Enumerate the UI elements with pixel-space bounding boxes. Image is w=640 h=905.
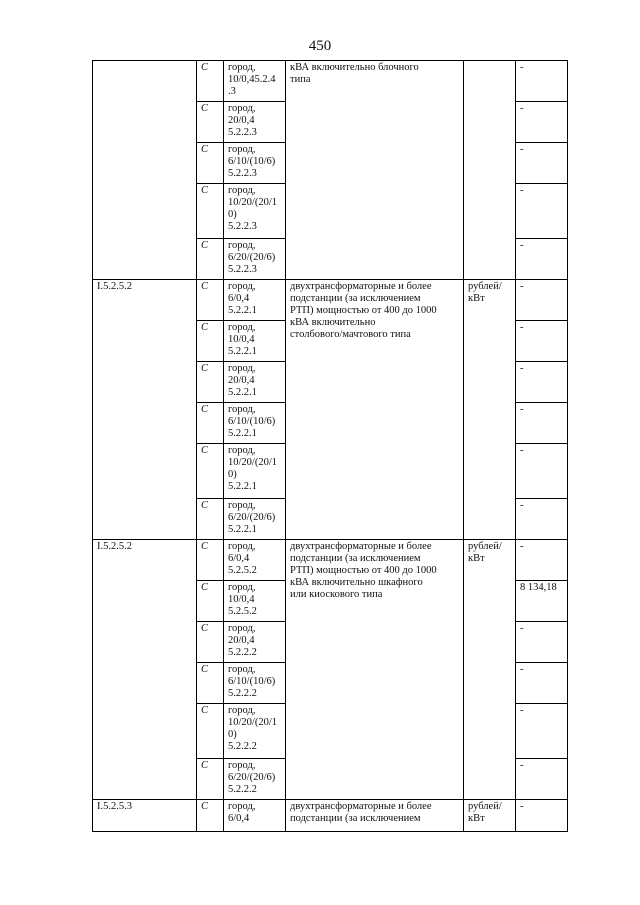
- region-voltage-cell: город, 20/0,4 5.2.2.1: [224, 362, 286, 403]
- region-voltage-cell: город, 10/0,4 5.2.5.2: [224, 581, 286, 622]
- rate-value-cell: -: [516, 403, 568, 444]
- description-cell: двухтрансформаторные и более подстанции (за исключением РТП) мощностью от 400 до 1000 кВА включительно столбового/мачтового типа: [286, 280, 464, 540]
- region-voltage-cell: город, 10/20/(20/1 0) 5.2.2.3: [224, 184, 286, 239]
- region-voltage-cell: город, 6/20/(20/6) 5.2.2.2: [224, 759, 286, 800]
- category-cell: C: [197, 581, 224, 622]
- category-cell: C: [197, 239, 224, 280]
- category-cell: C: [197, 280, 224, 321]
- tariff-table: [92, 60, 568, 832]
- unit-cell: рублей/ кВт: [464, 800, 516, 832]
- description-cell: двухтрансформаторные и более подстанции (за исключением: [286, 800, 464, 832]
- region-voltage-cell: город, 6/20/(20/6) 5.2.2.3: [224, 239, 286, 280]
- category-cell: C: [197, 321, 224, 362]
- category-cell: C: [197, 704, 224, 759]
- category-cell: C: [197, 444, 224, 499]
- rate-value-cell: -: [516, 444, 568, 499]
- table-row: [93, 61, 568, 102]
- page-number: 450: [308, 38, 332, 54]
- unit-cell: рублей/ кВт: [464, 280, 516, 540]
- category-cell: C: [197, 102, 224, 143]
- region-voltage-cell: город, 6/0,4 5.2.2.1: [224, 280, 286, 321]
- description-cell: кВА включительно блочного типа: [286, 61, 464, 280]
- region-voltage-cell: город, 6/0,4: [224, 800, 286, 832]
- category-cell: C: [197, 759, 224, 800]
- table-row: [93, 540, 568, 581]
- category-cell: C: [197, 499, 224, 540]
- rate-value-cell: -: [516, 663, 568, 704]
- unit-cell: [464, 61, 516, 280]
- item-code-cell: I.5.2.5.2: [93, 540, 197, 800]
- region-voltage-cell: город, 10/0,45.2.4 .3: [224, 61, 286, 102]
- category-cell: C: [197, 403, 224, 444]
- rate-value-cell: -: [516, 759, 568, 800]
- region-voltage-cell: город, 6/10/(10/6) 5.2.2.3: [224, 143, 286, 184]
- category-cell: C: [197, 622, 224, 663]
- region-voltage-cell: город, 10/0,4 5.2.2.1: [224, 321, 286, 362]
- rate-value-cell: -: [516, 499, 568, 540]
- category-cell: C: [197, 184, 224, 239]
- item-code-cell: I.5.2.5.3: [93, 800, 197, 832]
- rate-value-cell: -: [516, 321, 568, 362]
- unit-cell: рублей/ кВт: [464, 540, 516, 800]
- rate-value-cell: -: [516, 102, 568, 143]
- category-cell: C: [197, 540, 224, 581]
- category-cell: C: [197, 61, 224, 102]
- table-row: [93, 280, 568, 321]
- rate-value-cell: -: [516, 280, 568, 321]
- region-voltage-cell: город, 20/0,4 5.2.2.3: [224, 102, 286, 143]
- item-code-cell: I.5.2.5.2: [93, 280, 197, 540]
- tariff-table-body: [93, 61, 568, 832]
- rate-value-cell: -: [516, 362, 568, 403]
- rate-value-cell: -: [516, 184, 568, 239]
- region-voltage-cell: город, 10/20/(20/1 0) 5.2.2.2: [224, 704, 286, 759]
- category-cell: C: [197, 800, 224, 832]
- rate-value-cell: -: [516, 61, 568, 102]
- category-cell: C: [197, 663, 224, 704]
- region-voltage-cell: город, 6/20/(20/6) 5.2.2.1: [224, 499, 286, 540]
- category-cell: C: [197, 143, 224, 184]
- rate-value-cell: -: [516, 143, 568, 184]
- item-code-cell: [93, 61, 197, 280]
- region-voltage-cell: город, 20/0,4 5.2.2.2: [224, 622, 286, 663]
- region-voltage-cell: город, 6/10/(10/6) 5.2.2.1: [224, 403, 286, 444]
- rate-value-cell: -: [516, 540, 568, 581]
- rate-value-cell: -: [516, 239, 568, 280]
- table-row: [93, 800, 568, 832]
- region-voltage-cell: город, 6/10/(10/6) 5.2.2.2: [224, 663, 286, 704]
- rate-value-cell: -: [516, 704, 568, 759]
- description-cell: двухтрансформаторные и более подстанции (за исключением РТП) мощностью от 400 до 1000 кВА включительно шкафного или киоскового типа: [286, 540, 464, 800]
- region-voltage-cell: город, 10/20/(20/1 0) 5.2.2.1: [224, 444, 286, 499]
- category-cell: C: [197, 362, 224, 403]
- rate-value-cell: -: [516, 800, 568, 832]
- rate-value-cell: 8 134,18: [516, 581, 568, 622]
- region-voltage-cell: город, 6/0,4 5.2.5.2: [224, 540, 286, 581]
- rate-value-cell: -: [516, 622, 568, 663]
